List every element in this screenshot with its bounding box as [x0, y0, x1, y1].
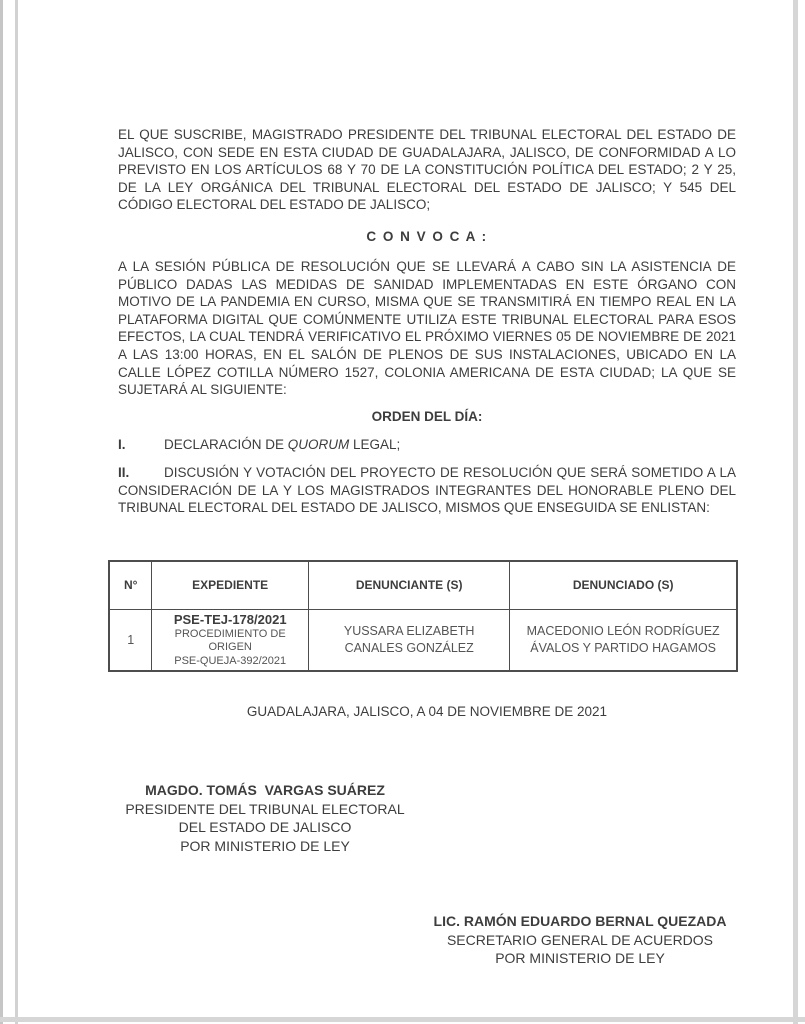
signature-secretary: [430, 912, 730, 968]
table-header-num: N°: [109, 561, 152, 609]
opening-paragraph: EL QUE SUSCRIBE, MAGISTRADO PRESIDENTE DEL TRIBUNAL ELECTORAL DEL ESTADO DE JALISCO, CON SEDE EN ESTA CIUDAD DE GUADALAJARA, JALISCO, DE CONFORMIDAD A LO PREVISTO EN LOS ARTÍCULOS 68 Y 70 DE LA CONSTITUCIÓN POLÍTICA DEL ESTADO; 2 Y 25, DE LA LEY ORGÁNICA DEL TRIBUNAL ELECTORAL DEL ESTADO DE JALISCO; Y 545 DEL CÓDIGO ELECTORAL DEL ESTADO DE JALISCO;: [118, 127, 736, 213]
date-line: GUADALAJARA, JALISCO, A 04 DE NOVIEMBRE DE 2021: [246, 704, 608, 719]
cell-denunciado: MACEDONIO LEÓN RODRÍGUEZ ÁVALOS Y PARTIDO HAGAMOS: [510, 609, 737, 671]
secretary-title-line-1: SECRETARIO GENERAL DE ACUERDOS: [446, 931, 714, 948]
scan-edge-bottom: [0, 1017, 805, 1022]
cases-table: [108, 560, 738, 672]
session-paragraph: A LA SESIÓN PÚBLICA DE RESOLUCIÓN QUE SE LLEVARÁ A CABO SIN LA ASISTENCIA DE PÚBLICO DADAS LAS MEDIDAS DE SANIDAD IMPLEMENTADAS EN ESTE ÓRGANO CON MOTIVO DE LA PANDEMIA EN CURSO, MISMA QUE SE TRANSMITIRÁ EN TIEMPO REAL EN LA PLATAFORMA DIGITAL QUE COMÚNMENTE UTILIZA ESTE TRIBUNAL ELECTORAL PARA ESOS EFECTOS, LA CUAL TENDRÁ VERIFICATIVO EL PRÓXIMO VIERNES 05 DE NOVIEMBRE DE 2021 A LAS 13:00 HORAS, EN EL SALÓN DE PLENOS DE SUS INSTALACIONES, UBICADO EN LA CALLE LÓPEZ COTILLA NÚMERO 1527, COLONIA AMERICANA DE ESTA CIUDAD; LA QUE SE SUJETARÁ AL SIGUIENTE:: [118, 259, 736, 398]
table-row: [109, 609, 737, 671]
agenda-item-1: [118, 436, 736, 454]
cell-denunciante: YUSSARA ELIZABETH CANALES GONZÁLEZ: [309, 609, 510, 671]
secretary-title-line-2: POR MINISTERIO DE LEY: [495, 950, 665, 967]
cell-row-number: 1: [109, 609, 152, 671]
expediente-origin-number: PSE-QUEJA-392/2021: [174, 654, 287, 667]
agenda-item-2-text: DISCUSIÓN Y VOTACIÓN DEL PROYECTO DE RESOLUCIÓN QUE SERÁ SOMETIDO A LA CONSIDERACIÓN DE LA Y LOS MAGISTRADOS INTEGRANTES DEL HONORABLE PLENO DEL TRIBUNAL ELECTORAL DEL ESTADO DE JALISCO, MISMOS QUE ENSEGUIDA SE ENLISTAN:: [118, 465, 736, 516]
agenda-item-2-number: II.: [118, 465, 130, 480]
scan-edge-right: [793, 0, 798, 1024]
table-header-denunciante: DENUNCIANTE (S): [309, 561, 510, 609]
table-header-expediente: EXPEDIENTE: [152, 561, 309, 609]
agenda-item-1-text: [164, 437, 400, 452]
president-title-line-3: POR MINISTERIO DE LEY: [180, 837, 350, 854]
president-title-line-2: DEL ESTADO DE JALISCO: [178, 819, 352, 836]
signature-president: [116, 781, 414, 855]
agenda-item-2: [118, 464, 736, 517]
scan-edge-left-inner: [15, 0, 18, 1024]
table-header-denunciado: DENUNCIADO (S): [510, 561, 737, 609]
cell-expediente: [152, 609, 309, 671]
agenda-item-1-number: I.: [118, 437, 126, 452]
secretary-name: LIC. RAMÓN EDUARDO BERNAL QUEZADA: [433, 913, 727, 929]
president-title-line-1: PRESIDENTE DEL TRIBUNAL ELECTORAL: [125, 800, 405, 817]
expediente-origin-label: PROCEDIMIENTO DE ORIGEN: [174, 627, 286, 653]
agenda-item-1-text-before: DECLARACIÓN DE: [164, 437, 288, 452]
agenda-item-1-italic-word: QUORUM: [287, 437, 350, 452]
expediente-number: PSE-TEJ-178/2021: [173, 611, 287, 627]
president-name: MAGDO. TOMÁS VARGAS SUÁREZ: [145, 782, 385, 798]
scan-edge-left-outer: [0, 0, 3, 1024]
convoca-heading: C O N V O C A :: [366, 229, 488, 244]
orden-del-dia-heading: ORDEN DEL DÍA:: [371, 409, 483, 424]
table-header-row: [109, 561, 737, 609]
agenda-item-1-text-after: LEGAL;: [349, 437, 401, 452]
